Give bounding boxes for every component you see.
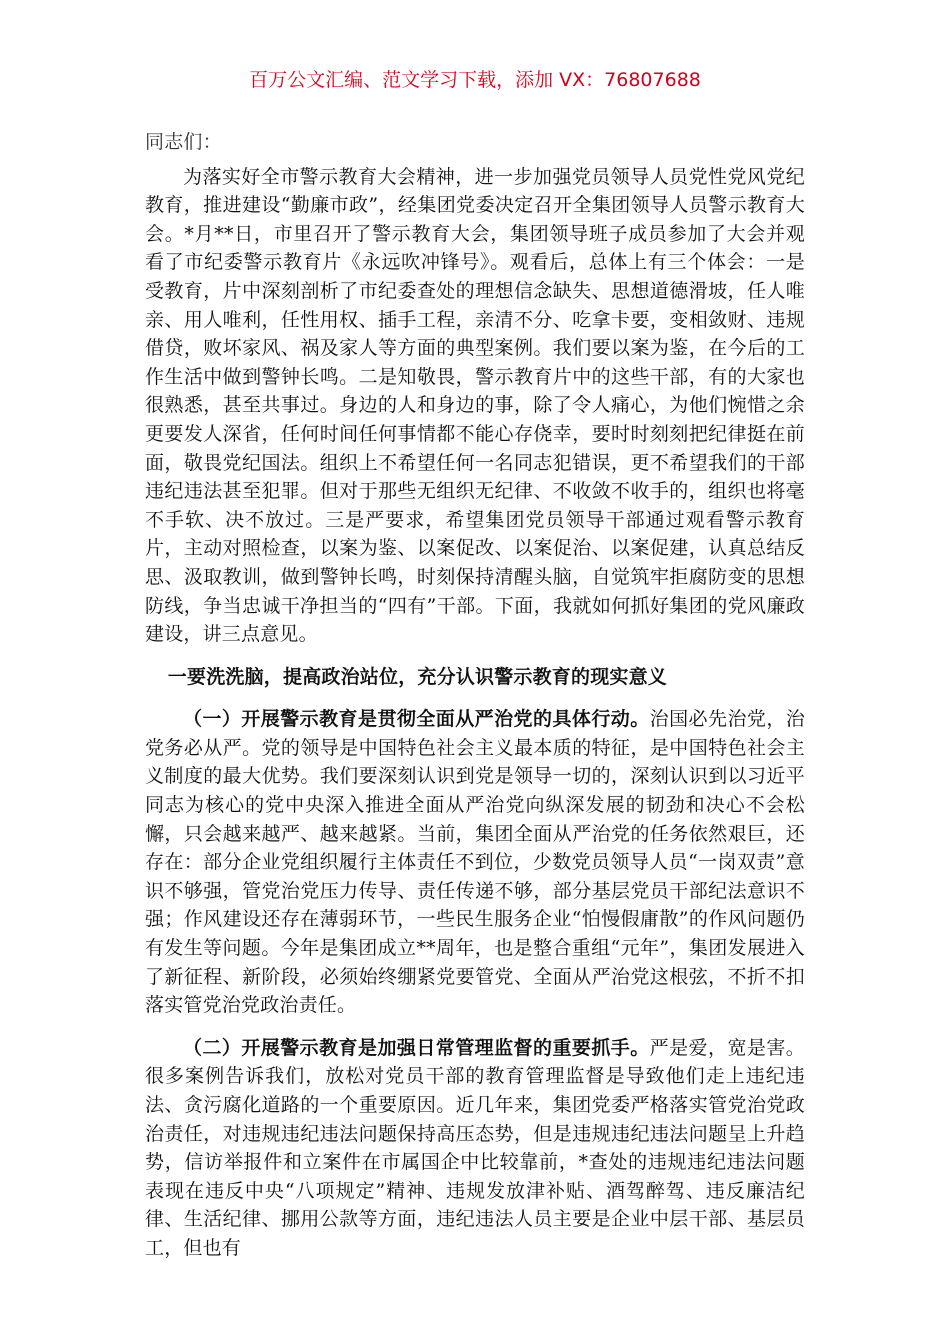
section-heading-1: 一要洗洗脑，提高政治站位，充分认识警示教育的现实意义	[167, 665, 667, 688]
paragraph-item-1	[145, 705, 805, 1020]
intro-paragraph: 为落实好全市警示教育大会精神，进一步加强党员领导人员党性党风党纪教育，推进建设“勤廉市政”，经集团党委决定召开全集团领导人员警示教育大会。*月**日，市里召开了警示教育大会，集团领导班子成员参加了大会并观看了市纪委警示教育片《永远吹冲锋号》。观看后，总体上有三个体会：一是受教育，片中深刻剖析了市纪委查处的理想信念缺失、思想道德滑坡，任人唯亲、用人唯利，任性用权、插手工程，亲清不分、吃拿卡要，变相敛财、违规借贷，败坏家风、祸及家人等方面的典型案例。我们要以案为鉴，在今后的工作生活中做到警钟长鸣。二是知敬畏，警示教育片中的这些干部，有的大家也很熟悉，甚至共事过。身边的人和身边的事，除了令人痛心，为他们惋惜之余更要发人深省，任何时间任何事情都不能心存侥幸，要时时刻刻把纪律挺在前面，敬畏党纪国法。组织上不希望任何一名同志犯错误，更不希望我们的干部违纪违法甚至犯罪。但对于那些无组织无纪律、不收敛不收手的，组织也将毫不手软、决不放过。三是严要求，希望集团党员领导干部通过观看警示教育片，主动对照检查，以案为鉴、以案促改、以案促治、以案促建，认真总结反思、汲取教训，做到警钟长鸣，时刻保持清醒头脑，自觉筑牢拒腐防变的思想防线，争当忠诚干净担当的“四有”干部。下面，我就如何抓好集团的党风廉政建设，讲三点意见。	[145, 165, 805, 646]
paragraph-item-2	[145, 1034, 805, 1263]
salutation: 同志们：	[145, 131, 222, 153]
header-banner: 百万公文汇编、范文学习下载，添加 VX：76807688	[249, 69, 701, 91]
item-2-lead: （二）开展警示教育是加强日常管理监督的重要抓手。	[183, 1036, 650, 1059]
item-1-lead: （一）开展警示教育是贯彻全面从严治党的具体行动。	[183, 708, 650, 731]
item-1-body: 治国必先治党，治党务必从严。党的领导是中国特色社会主义最本质的特征，是中国特色社会主义制度的最大优势。我们要深刻认识到党是领导一切的，深刻认识到以习近平同志为核心的党中央深入推进全面从严治党向纵深发展的韧劲和决心不会松懈，只会越来越严、越来越紧。当前，集团全面从严治党的任务依然艰巨，还存在：部分企业党组织履行主体责任不到位，少数党员领导人员“一岗双责”意识不够强，管党治党压力传导、责任传递不够，部分基层党员干部纪法意识不强；作风建设还存在薄弱环节，一些民生服务企业“怕慢假庸散”的作风问题仍有发生等问题。今年是集团成立**周年，也是整合重组“元年”，集团发展进入了新征程、新阶段，必须始终绷紧党要管党、全面从严治党这根弦，不折不扣落实管党治党政治责任。	[145, 708, 805, 1017]
document-body	[145, 128, 805, 1263]
item-2-body: 严是爱，宽是害。很多案例告诉我们，放松对党员干部的教育管理监督是导致他们走上违纪违法、贪污腐化道路的一个重要原因。近几年来，集团党委严格落实管党治党政治责任，对违规违纪违法问题保持高压态势，但是违规违纪违法问题呈上升趋势，信访举报件和立案件在市属国企中比较靠前，*查处的违规违纪违法问题表现在违反中央“八项规定”精神、违规发放津补贴、酒驾醉驾、违反廉洁纪律、生活纪律、挪用公款等方面，违纪违法人员主要是企业中层干部、基层员工，但也有	[145, 1036, 805, 1259]
